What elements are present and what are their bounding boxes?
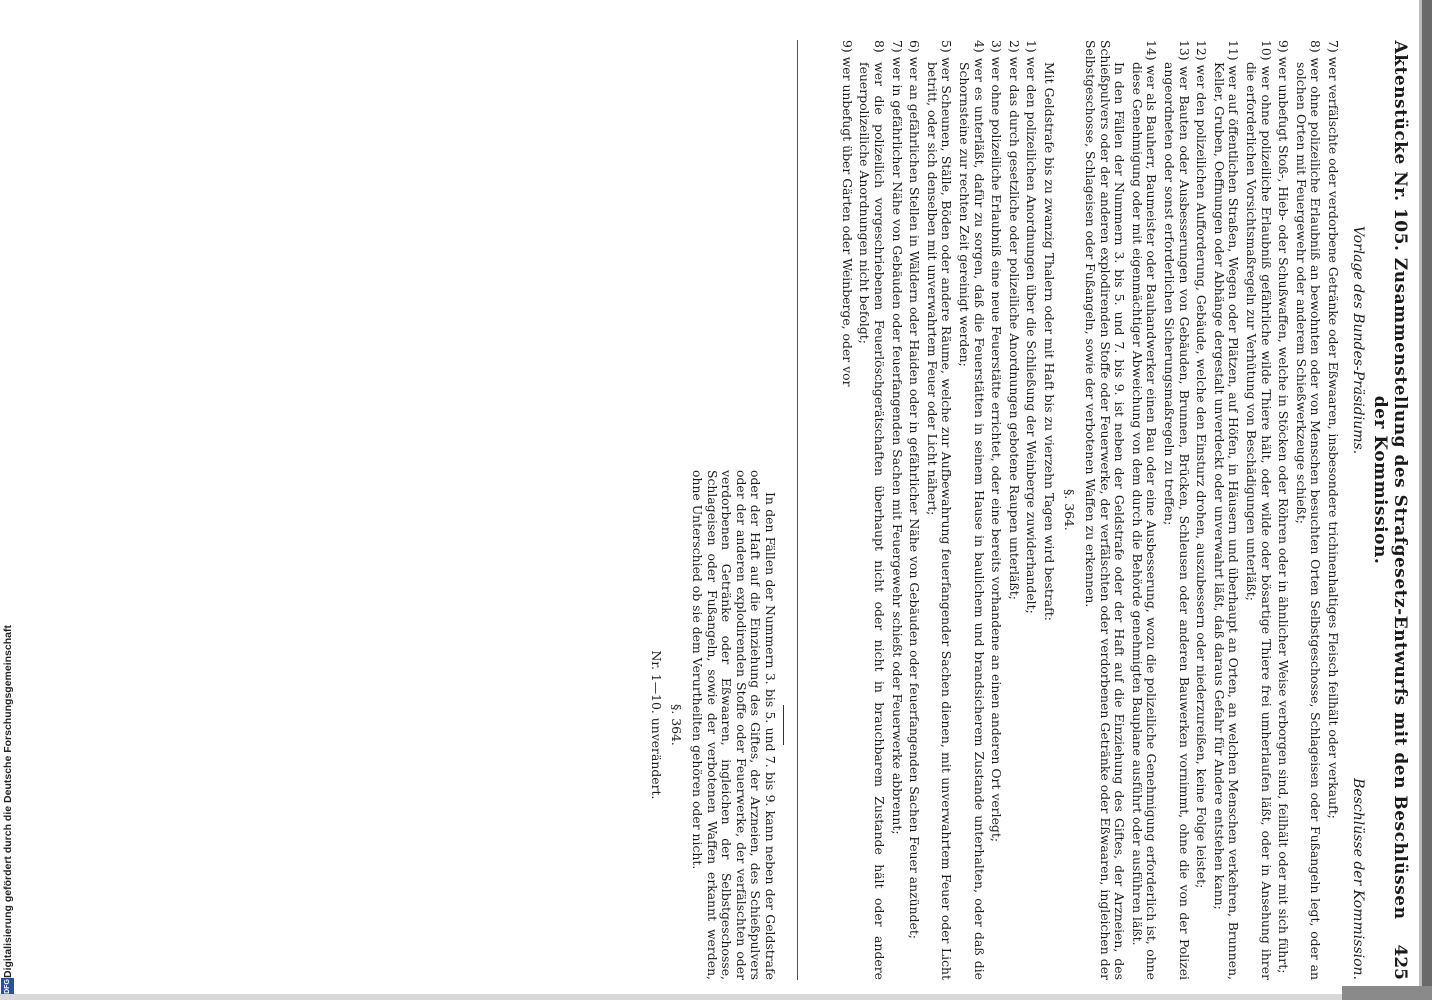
list-item: 7) wer verfälschte oder verdorbene Getränke oder Eßwaaren, insbesondere trichinenhaltiges Fleisch feilhält oder verkauft;	[1326, 40, 1341, 819]
list-item: 1) wer den polizeilichen Anordnungen über die Schließung der Weinberge zuwiderhandelt;	[1024, 40, 1040, 614]
beschluesse-column	[642, 470, 790, 980]
header-title: Aktenstücke Nr. 105. Zusammenstellung des Strafgesetz-Entwurfs mit den Beschlüssen der Kommission.	[1370, 40, 1410, 920]
list-item: 2) wer das durch gesetzliche oder polizeiliche Anordnungen gebotene Raupen unterläßt;	[1006, 40, 1022, 600]
document-page	[30, 40, 1410, 1000]
scan-edge-right	[1422, 0, 1432, 1000]
attribution-text: Digitalisierung gefördert durch die Deutsche Forschungsgemeinschaft	[2, 625, 14, 978]
list-item: 5) wer Scheunen, Ställe, Böden oder andere Räume, welche zur Aufbewahrung feuerfangender Sachen dienen, mit unverwahrtem Feuer oder Licht betritt, oder sich denselben mit unverwahrtem Feuer oder Licht nähert;	[924, 40, 955, 980]
list-item: 9) wer unbefugt Stoß-, Hieb- oder Schußwaffen, welche in Stöcken oder Röhren oder in ähnlicher Weise verborgen sind, feilhält oder mit sich führt;	[1276, 40, 1292, 974]
right-subheading: Beschlüsse der Kommission.	[1350, 778, 1366, 980]
list-item: 4) wer es unterläßt, dafür zu sorgen, daß die Feuerstätten in seinem Hause in baulichem und brandsicherem Zustande unterhalten, oder daß die Schornsteine zur rechten Zeit gereinigt werden;	[956, 40, 987, 980]
section-heading: §. 364.	[1062, 489, 1078, 531]
list-item: 9) wer unbefugt über Gärten oder Weinberge, oder vor	[839, 40, 855, 387]
column-divider	[797, 40, 798, 980]
dfg-logo-text: DFG	[4, 978, 11, 994]
list-item: 8) wer die polizeilich vorgeschriebenen Feuerlöschgerätschaften überhaupt nicht oder nicht in brauchbarem Zustande hält oder andere feuerpolizeiliche Anordnungen nicht befolgt;	[857, 40, 887, 980]
left-subheading: Vorlage des Bundes-Präsidiums.	[1350, 225, 1366, 455]
list-item: 6) wer an gefährlichen Stellen in Wäldern oder Haiden oder in gefährlicher Nähe von Gebäuden oder feuerfangenden Sachen Feuer anzündet;	[907, 40, 923, 939]
vorlage-column	[800, 40, 1340, 980]
list-item: 3) wer ohne polizeiliche Erlaubniß eine neue Feuerstätte errichtet, oder eine bereits vorhandene an einen anderen Ort verlegt;	[989, 40, 1005, 842]
paragraph: In den Fällen der Nummern 3. bis 5. und 7. bis 9. ist neben der Geldstrafe oder der Haft auf die Einziehung des Giftes, der Arzneien, des Schießpulvers oder der anderen explodirenden Stoffe oder Feuerwerke, der verfälschten oder verdorbenen Getränke oder Eßwaaren, ingleichen der Selbstgeschosse, Schlageisen oder Fußangeln, sowie der verbotenen Waffen zu erkennen.	[1083, 40, 1128, 980]
list-item: 14) wer als Bauherr, Baumeister oder Bauhandwerker einen Bau oder eine Ausbesserung, wozu die polizeiliche Genehmigung erforderlich ist, ohne diese Genehmigung oder mit eigenmächtiger Abweichung von dem durch die Behörde genehmigten Bauplane ausführt oder ausführen läßt.	[1129, 40, 1160, 980]
section-note: Nr. 1—10. unverändert.	[648, 650, 664, 800]
page-header	[1370, 40, 1410, 980]
list-item: 11) wer auf öffentlichen Straßen, Wegen oder Plätzen, auf Höfen, in Häusern und überhaupt an Orten, an welchen Menschen verkehren, Brunnen, Keller, Gruben, Oeffnungen oder Abhänge dergestalt unverdeckt oder unverwahrt läßt, daß daraus Gefahr für Andere entstehen kann;	[1211, 40, 1242, 980]
scan-edge-shadow	[1419, 0, 1422, 1000]
section-intro: Mit Geldstrafe bis zu zwanzig Thalern oder mit Haft bis zu vierzehn Tagen wird bestraft:	[1041, 62, 1057, 621]
list-item: 8) wer ohne polizeiliche Erlaubniß an bewohnten oder von Menschen besuchten Orten Selbstgeschosse, Schlageisen oder Fußangeln legt, oder an solchen Orten mit Feuergewehr oder anderem Schießwerkzeuge schießt;	[1293, 40, 1324, 980]
divider-rule	[783, 705, 784, 745]
page-number: 425	[1390, 944, 1410, 980]
list-item: 13) wer Bauten oder Ausbesserungen von Gebäuden, Brunnen, Brücken, Schleusen oder anderen Bauwerken vornimmt, ohne die von der Polizei angeordneten oder sonst erforderlichen Sicherungsmaßregeln zu treffen;	[1162, 40, 1192, 980]
list-item: 12) wer den polizeilichen Aufforderung, Gebäude, welche den Einsturz drohen, auszubessern oder niederzureißen, keine Folge leistet;	[1194, 40, 1210, 889]
attribution-strip	[0, 600, 16, 995]
paragraph: In den Fällen der Nummern 3. bis 5. und 7. bis 9. kann neben der Geldstrafe oder der Haft auf die Einziehung des Giftes, der Arzneien, des Schießpulvers oder der anderen explodirenden Stoffe oder Feuerwerke, der verfälschten oder verdorbenen Getränke oder Eßwaaren, ingleichen der Selbstgeschosse, Schlageisen oder Fußangeln, sowie der verbotenen Waffen erkannt werden, ohne Unterschied ob sie dem Verurtheilten gehören oder nicht.	[690, 470, 778, 980]
dfg-logo	[1, 978, 14, 994]
section-heading: §. 364.	[669, 704, 685, 746]
list-item: 10) wer ohne polizeiliche Erlaubniß gefährliche wilde Thiere hält, oder wilde oder bösartige Thiere frei umherlaufen läßt, oder in Ansehung ihrer die erforderlichen Vorsichtsmaßregeln zur Verhütung von Beschädigungen unterläßt;	[1244, 40, 1274, 980]
list-item: 7) wer in gefährlicher Nähe von Gebäuden oder feuerfangenden Sachen mit Feuergewehr schießt oder Feuerwerke abbrennt;	[889, 40, 905, 835]
